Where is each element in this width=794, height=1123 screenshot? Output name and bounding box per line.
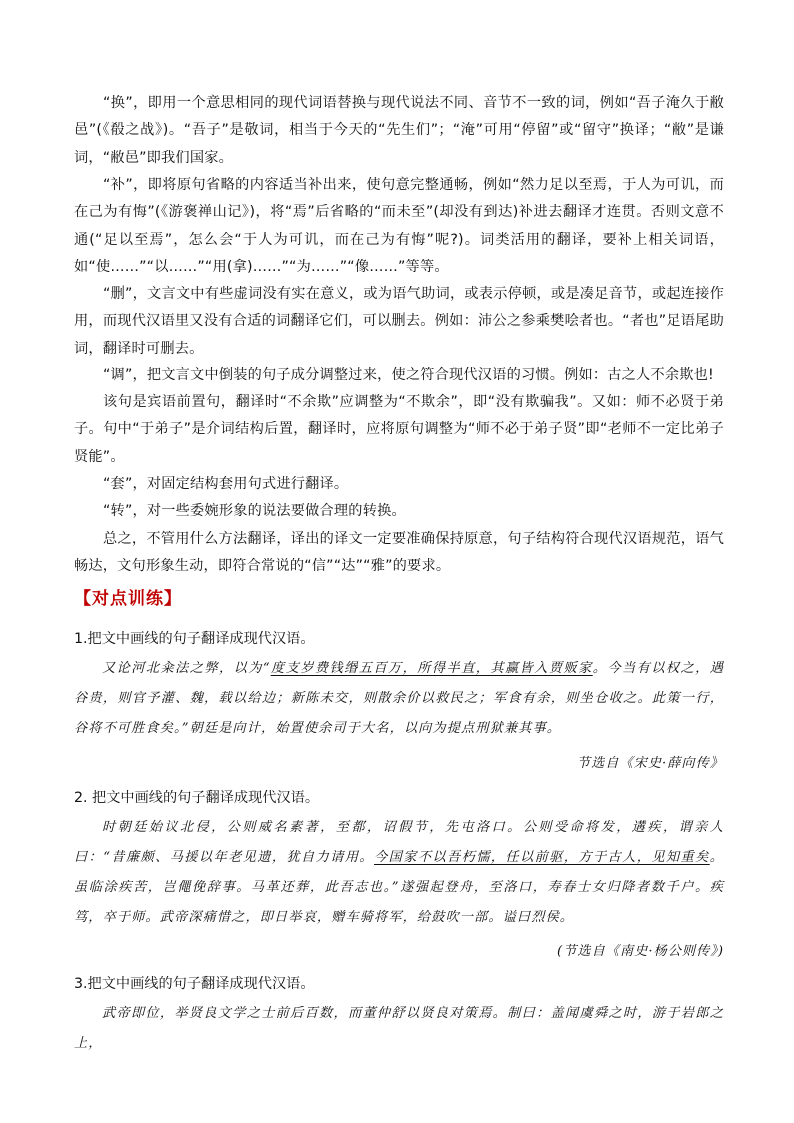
question-1-source: 节选自《宋史·薛向传》 bbox=[576, 756, 724, 771]
passage-text: 。今当有以权之，遇谷贵，则官予灌、魏，载以给边；新陈未交，则散余价以救民之；军食有余，则坐仓收之。此策一行，谷将不可胜食矣。”朝廷是向计，始置使余司于大名，以向为提点刑狱兼其事。 bbox=[74, 661, 724, 736]
paragraph-diao-explain: 该句是宾语前置句，翻译时“不余欺”应调整为“不欺余”，即“没有欺骗我”。又如：师不必贤于弟子。句中“于弟子”是介词结构后置，翻译时，应将原句调整为“师不必于弟子贤”即“老师不一定比弟子贤能”。 bbox=[74, 394, 724, 465]
paragraph-zhuan: “转”，对一些委婉形象的说法要做合理的转换。 bbox=[103, 503, 406, 519]
underlined-sentence: 今国家不以吾朽懦，任以前驱，方于古人，见知重矣 bbox=[374, 850, 710, 865]
question-2-passage bbox=[74, 813, 724, 933]
question-1-passage bbox=[74, 654, 724, 744]
paragraph-summary: 总之，不管用什么方法翻译，译出的译文一定要准确保持原意，句子结构符合现代汉语规范，语气畅达，文句形象生动，即符合常说的“信”“达”“雅”的要求。 bbox=[74, 531, 724, 575]
underlined-sentence: 度支岁费钱缗五百万，所得半直，其赢皆入贾贩家 bbox=[270, 661, 593, 676]
passage-text: 。虽临涂疾苦，岂僶俛辞事。马革还葬，此吾志也。”遂强起登舟，至洛口，寿春士女归降者数千户。疾笃，卒于师。武帝深痛惜之，即日举哀，赠车骑将军，给鼓吹一部。谥曰烈侯。 bbox=[74, 850, 724, 925]
passage-text: 时朝廷始议北侵，公则威名素著，至都，诏假节，先屯洛口。公则受命将发，遘疾，谓亲人曰：“昔廉颇、马援以年老见遗，犹自力请用。 bbox=[74, 820, 724, 865]
section-heading: 【对点训练】 bbox=[74, 589, 182, 609]
question-3-passage: 武帝即位，举贤良文学之士前后百数，而董仲舒以贤良对策焉。制曰：盖闻虞舜之时，游于岩郎之上， bbox=[74, 1006, 724, 1051]
paragraph-bu: “补”，即将原句省略的内容适当补出来，使句意完整通畅，例如“然力足以至焉，于人为可讥，而在己为有悔”(《游褒禅山记》)，将“焉”后省略的“而未至”(却没有到达)补进去翻译才连贯。否则文意不通(“足以至焉”，怎么会“于人为可讥，而在己为有悔”呢?)。词类活用的翻译，要补上相关词语，如“使……”“以……”“用(拿)……”“为……”“像……”等等。 bbox=[74, 177, 724, 275]
question-1-prompt: 1.把文中画线的句子翻译成现代汉语。 bbox=[74, 631, 315, 647]
paragraph-tao: “套”，对固定结构套用句式进行翻译。 bbox=[103, 476, 349, 492]
question-2-prompt: 2. 把文中画线的句子翻译成现代汉语。 bbox=[74, 790, 320, 806]
passage-text: 又论河北籴法之弊，以为“ bbox=[102, 661, 271, 676]
paragraph-diao: “调”，把文言文中倒装的句子成分调整过来，使之符合现代汉语的习惯。例如：古之人不余欺也! bbox=[103, 367, 714, 383]
question-2-source: (节选自《南史·杨公则传》) bbox=[557, 944, 724, 959]
paragraph-huan: “换”，即用一个意思相同的现代词语替换与现代说法不同、音节不一致的词，例如“吾子淹久于敝邑”(《殽之战》)。“吾子”是敬词，相当于今天的“先生们”；“淹”可用“停留”或“留守”换译；“敝”是谦词，“敝邑”即我们国家。 bbox=[74, 95, 724, 166]
paragraph-shan: “删”，文言文中有些虚词没有实在意义，或为语气助词，或表示停顿，或是凑足音节，或起连接作用，而现代汉语里又没有合适的词翻译它们，可以删去。例如：沛公之参乘樊哙者也。“者也”足语尾助词，翻译时可删去。 bbox=[74, 286, 724, 357]
question-3-prompt: 3.把文中画线的句子翻译成现代汉语。 bbox=[74, 976, 315, 992]
